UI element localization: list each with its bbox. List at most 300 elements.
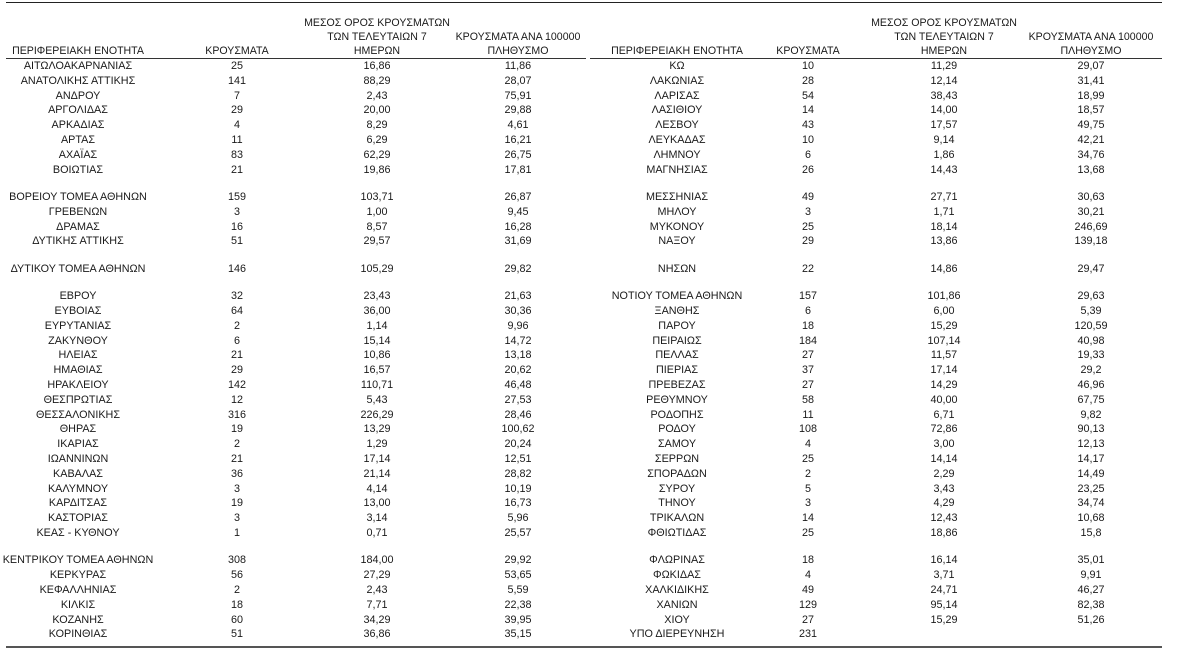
cell-avg7: 14,14 bbox=[930, 453, 958, 465]
cell-avg7: 103,71 bbox=[360, 191, 394, 203]
cell-avg7: 3,43 bbox=[933, 482, 955, 495]
header-per100k-line1: ΚΡΟΥΣΜΑΤΑ ΑΝΑ 100000 bbox=[1028, 31, 1154, 43]
cell-cases: 4 bbox=[233, 119, 240, 132]
table-row bbox=[0, 319, 600, 334]
cell-cases: 27 bbox=[801, 379, 814, 391]
cell-per100k: 29,47 bbox=[1077, 262, 1105, 275]
cell-region: ΠΕΙΡΑΙΩΣ bbox=[652, 334, 702, 347]
table-row bbox=[0, 598, 600, 613]
header-avg7-line1: ΜΕΣΟΣ ΟΡΟΣ ΚΡΟΥΣΜΑΤΩΝ bbox=[304, 17, 450, 29]
cell-region: ΣΕΡΡΩΝ bbox=[654, 453, 700, 465]
table-row bbox=[0, 526, 600, 541]
table-row bbox=[590, 334, 1190, 349]
cell-region: ΛΗΜΝΟΥ bbox=[653, 148, 701, 161]
table-row bbox=[590, 304, 1190, 319]
cell-avg7: 13,29 bbox=[363, 423, 391, 436]
cell-cases: 4 bbox=[804, 569, 811, 582]
cell-cases: 7 bbox=[233, 89, 240, 102]
cell-avg7: 11,29 bbox=[930, 60, 958, 72]
table-row bbox=[590, 289, 1190, 304]
cell-cases: 3 bbox=[233, 482, 240, 495]
cell-per100k: 31,41 bbox=[1077, 74, 1105, 87]
cell-per100k: 14,72 bbox=[504, 334, 532, 347]
cell-region: ΚΕΦΑΛΛΗΝΙΑΣ bbox=[39, 584, 117, 596]
cell-region: ΜΗΛΟΥ bbox=[657, 205, 697, 218]
cell-per100k: 31,69 bbox=[504, 235, 532, 248]
table-row bbox=[0, 74, 600, 89]
table-row bbox=[0, 378, 600, 393]
header-avg7-line2: ΤΩΝ ΤΕΛΕΥΤΑΙΩΝ 7 bbox=[894, 31, 994, 43]
cell-region: ΕΥΒΟΙΑΣ bbox=[54, 305, 102, 317]
cell-cases: 2 bbox=[233, 438, 240, 451]
cell-per100k: 29,2 bbox=[1080, 364, 1102, 377]
table-row bbox=[590, 148, 1190, 163]
cell-per100k: 28,82 bbox=[504, 467, 532, 480]
cell-per100k: 20,62 bbox=[504, 364, 532, 377]
table-row bbox=[0, 133, 600, 148]
cell-avg7: 18,14 bbox=[930, 220, 958, 233]
cell-cases: 12 bbox=[230, 393, 243, 406]
cell-avg7: 36,00 bbox=[363, 305, 391, 317]
table-row bbox=[0, 348, 600, 363]
cell-avg7: 8,29 bbox=[366, 119, 388, 132]
cell-per100k: 29,82 bbox=[504, 262, 532, 275]
cell-cases: 22 bbox=[801, 262, 814, 275]
cell-region: ΔΡΑΜΑΣ bbox=[56, 220, 100, 233]
cell-per100k: 46,48 bbox=[504, 379, 532, 391]
cell-cases: 29 bbox=[801, 235, 814, 248]
cell-per100k: 10,68 bbox=[1077, 512, 1105, 525]
bottom-rule bbox=[6, 646, 1162, 648]
table-row bbox=[0, 511, 600, 526]
cell-per100k: 9,82 bbox=[1080, 408, 1102, 421]
cell-avg7: 184,00 bbox=[360, 554, 394, 567]
table-row bbox=[0, 304, 600, 319]
cell-avg7: 20,00 bbox=[363, 104, 391, 117]
cell-region: ΚΕΡΚΥΡΑΣ bbox=[49, 569, 107, 582]
cell-avg7: 6,00 bbox=[933, 305, 955, 317]
cell-cases: 54 bbox=[801, 89, 814, 102]
cell-per100k: 90,13 bbox=[1077, 423, 1105, 436]
table-row bbox=[590, 583, 1190, 598]
cell-per100k: 34,76 bbox=[1077, 148, 1105, 161]
cell-avg7: 16,14 bbox=[930, 554, 958, 567]
header-avg7-line2: ΤΩΝ ΤΕΛΕΥΤΑΙΩΝ 7 bbox=[327, 31, 427, 43]
cell-avg7: 2,43 bbox=[366, 584, 388, 596]
header-region: ΠΕΡΙΦΕΡΕΙΑΚΗ ΕΝΟΤΗΤΑ bbox=[611, 45, 743, 57]
cell-avg7: 110,71 bbox=[360, 379, 394, 391]
cell-region: ΕΥΡΥΤΑΝΙΑΣ bbox=[44, 319, 112, 332]
table-row bbox=[0, 103, 600, 118]
cell-avg7: 17,14 bbox=[930, 364, 958, 377]
cell-region: ΧΑΛΚΙΔΙΚΗΣ bbox=[645, 584, 709, 596]
cell-cases: 49 bbox=[801, 584, 814, 596]
cell-avg7: 23,43 bbox=[363, 290, 391, 303]
cell-region: ΝΑΞΟΥ bbox=[658, 235, 696, 248]
cell-cases: 6 bbox=[804, 148, 811, 161]
cell-per100k: 27,53 bbox=[504, 393, 532, 406]
cell-per100k: 4,61 bbox=[507, 119, 529, 132]
cell-avg7: 0,71 bbox=[366, 527, 388, 539]
cell-avg7: 16,57 bbox=[363, 364, 391, 377]
cell-avg7: 14,43 bbox=[930, 163, 958, 176]
table-row bbox=[0, 334, 600, 349]
cell-cases: 18 bbox=[801, 319, 814, 332]
cell-avg7: 16,86 bbox=[363, 60, 391, 72]
cell-cases: 32 bbox=[230, 290, 243, 303]
table-row bbox=[590, 422, 1190, 437]
cell-avg7: 7,71 bbox=[366, 598, 388, 611]
cell-per100k: 9,91 bbox=[1080, 569, 1102, 582]
cell-avg7: 3,14 bbox=[366, 512, 388, 525]
cell-avg7: 2,43 bbox=[366, 89, 388, 102]
cell-region: ΚΟΖΑΝΗΣ bbox=[52, 613, 104, 626]
cell-cases: 231 bbox=[798, 628, 817, 641]
cell-region: ΛΑΡΙΣΑΣ bbox=[654, 89, 700, 102]
cell-region: ΧΑΝΙΩΝ bbox=[656, 598, 698, 611]
cell-cases: 3 bbox=[804, 497, 811, 510]
cell-region: ΜΥΚΟΝΟΥ bbox=[649, 220, 705, 233]
table-row bbox=[590, 568, 1190, 583]
cell-cases: 51 bbox=[230, 628, 243, 641]
cell-per100k: 29,92 bbox=[504, 554, 532, 567]
cell-cases: 43 bbox=[801, 119, 814, 132]
cell-cases: 14 bbox=[801, 104, 814, 117]
table-row bbox=[0, 482, 600, 497]
cell-cases: 10 bbox=[801, 134, 814, 146]
cell-avg7: 15,14 bbox=[363, 334, 391, 347]
cell-region: ΠΙΕΡΙΑΣ bbox=[655, 364, 699, 377]
table-row bbox=[0, 163, 600, 178]
cell-region: ΡΟΔΟΥ bbox=[658, 423, 696, 436]
cell-avg7: 4,29 bbox=[933, 497, 955, 510]
cell-per100k: 25,57 bbox=[504, 527, 532, 539]
table-row bbox=[0, 467, 600, 482]
cell-per100k: 5,59 bbox=[507, 584, 529, 596]
table-row bbox=[0, 220, 600, 235]
table-row bbox=[0, 437, 600, 452]
header-cases: ΚΡΟΥΣΜΑΤΑ bbox=[205, 45, 269, 57]
table-row bbox=[590, 74, 1190, 89]
cell-region: ΦΩΚΙΔΑΣ bbox=[653, 569, 701, 582]
cell-region: ΗΡΑΚΛΕΙΟΥ bbox=[47, 379, 109, 391]
cell-region: ΧΙΟΥ bbox=[664, 613, 690, 626]
cell-avg7: 105,29 bbox=[360, 262, 394, 275]
cell-per100k: 13,68 bbox=[1077, 163, 1105, 176]
table-row bbox=[0, 289, 600, 304]
cell-cases: 26 bbox=[801, 163, 814, 176]
cell-cases: 25 bbox=[801, 453, 814, 465]
table-row bbox=[0, 452, 600, 467]
cell-cases: 14 bbox=[801, 512, 814, 525]
cell-region: ΑΧΑΪΑΣ bbox=[58, 148, 98, 161]
header-per100k-line2: ΠΛΗΘΥΣΜΟ bbox=[1060, 45, 1122, 57]
cell-region: ΑΡΤΑΣ bbox=[60, 134, 96, 146]
header-avg7-line3: ΗΜΕΡΩΝ bbox=[920, 45, 968, 57]
table-row bbox=[590, 348, 1190, 363]
cell-per100k: 246,69 bbox=[1074, 220, 1108, 233]
cell-region: ΙΩΑΝΝΙΝΩΝ bbox=[47, 453, 109, 465]
cell-region: ΓΡΕΒΕΝΩΝ bbox=[48, 205, 108, 218]
cell-cases: 56 bbox=[230, 569, 243, 582]
cell-region: ΝΗΣΩΝ bbox=[657, 262, 697, 275]
cell-region: ΗΜΑΘΙΑΣ bbox=[53, 364, 103, 377]
cell-cases: 10 bbox=[801, 60, 814, 72]
cell-avg7: 15,29 bbox=[930, 319, 958, 332]
table-row bbox=[0, 496, 600, 511]
cell-cases: 1 bbox=[233, 527, 240, 539]
cell-region: ΛΑΣΙΘΙΟΥ bbox=[651, 104, 703, 117]
cell-avg7: 1,86 bbox=[933, 148, 955, 161]
cell-region: ΣΠΟΡΑΔΩΝ bbox=[647, 467, 707, 480]
header-avg7-line3: ΗΜΕΡΩΝ bbox=[353, 45, 401, 57]
cell-avg7: 3,00 bbox=[933, 438, 955, 451]
cell-avg7: 13,86 bbox=[930, 235, 958, 248]
cell-cases: 18 bbox=[230, 598, 243, 611]
cell-per100k: 42,21 bbox=[1077, 134, 1105, 146]
table-row bbox=[590, 103, 1190, 118]
cell-region: ΠΑΡΟΥ bbox=[658, 319, 696, 332]
cell-avg7: 1,29 bbox=[366, 438, 388, 451]
cell-region: ΛΕΣΒΟΥ bbox=[655, 119, 699, 132]
table-row bbox=[590, 205, 1190, 220]
cell-avg7: 17,14 bbox=[363, 453, 391, 465]
table-row bbox=[590, 511, 1190, 526]
cell-per100k: 29,88 bbox=[504, 104, 532, 117]
cell-region: ΚΩ bbox=[669, 60, 685, 72]
table-row bbox=[590, 59, 1190, 74]
table-row bbox=[590, 467, 1190, 482]
cell-per100k: 14,49 bbox=[1077, 467, 1105, 480]
cell-per100k: 30,63 bbox=[1077, 191, 1105, 203]
cell-per100k: 75,91 bbox=[504, 89, 532, 102]
cell-per100k: 11,86 bbox=[504, 60, 532, 72]
cell-region: ΤΡΙΚΑΛΩΝ bbox=[649, 512, 705, 525]
cell-region: ΣΑΜΟΥ bbox=[657, 438, 697, 451]
header-cases: ΚΡΟΥΣΜΑΤΑ bbox=[776, 45, 840, 57]
cell-cases: 308 bbox=[227, 554, 246, 567]
cell-cases: 64 bbox=[230, 305, 243, 317]
cell-cases: 19 bbox=[230, 423, 243, 436]
cell-cases: 184 bbox=[798, 334, 817, 347]
cell-per100k: 22,38 bbox=[504, 598, 532, 611]
cell-avg7: 21,14 bbox=[363, 467, 391, 480]
table-row bbox=[590, 89, 1190, 104]
cell-avg7: 1,14 bbox=[366, 319, 388, 332]
table-row bbox=[0, 190, 600, 205]
cell-avg7: 9,14 bbox=[933, 134, 955, 146]
header-region: ΠΕΡΙΦΕΡΕΙΑΚΗ ΕΝΟΤΗΤΑ bbox=[12, 45, 144, 57]
cell-cases: 49 bbox=[801, 191, 814, 203]
cell-avg7: 13,00 bbox=[363, 497, 391, 510]
cell-per100k: 5,39 bbox=[1080, 305, 1102, 317]
cell-cases: 4 bbox=[804, 438, 811, 451]
cell-cases: 58 bbox=[801, 393, 814, 406]
cell-avg7: 24,71 bbox=[930, 584, 958, 596]
cell-per100k: 16,21 bbox=[504, 134, 532, 146]
cell-region: ΠΕΛΛΑΣ bbox=[655, 349, 699, 362]
cell-avg7: 15,29 bbox=[930, 613, 958, 626]
cell-per100k: 82,38 bbox=[1077, 598, 1105, 611]
table-row bbox=[0, 393, 600, 408]
cell-avg7: 62,29 bbox=[363, 148, 391, 161]
cell-cases: 108 bbox=[798, 423, 817, 436]
header-avg7-line1: ΜΕΣΟΣ ΟΡΟΣ ΚΡΟΥΣΜΑΤΩΝ bbox=[871, 17, 1017, 29]
cell-cases: 6 bbox=[804, 305, 811, 317]
cell-avg7: 12,14 bbox=[930, 74, 958, 87]
cell-cases: 25 bbox=[801, 527, 814, 539]
cell-cases: 37 bbox=[801, 364, 814, 377]
cell-per100k: 53,65 bbox=[504, 569, 532, 582]
table-row bbox=[590, 613, 1190, 628]
cell-avg7: 8,57 bbox=[366, 220, 388, 233]
cell-cases: 27 bbox=[801, 613, 814, 626]
cell-per100k: 12,51 bbox=[504, 453, 532, 465]
cell-cases: 3 bbox=[804, 205, 811, 218]
cell-region: ΚΑΒΑΛΑΣ bbox=[53, 467, 103, 480]
cell-avg7: 17,57 bbox=[930, 119, 958, 132]
cell-region: ΜΕΣΣΗΝΙΑΣ bbox=[645, 191, 708, 203]
cell-avg7: 95,14 bbox=[930, 598, 958, 611]
cell-avg7: 3,71 bbox=[933, 569, 955, 582]
table-row bbox=[0, 613, 600, 628]
cell-region: ΦΛΩΡΙΝΑΣ bbox=[649, 554, 705, 567]
cell-region: ΙΚΑΡΙΑΣ bbox=[57, 438, 99, 451]
cell-per100k: 30,21 bbox=[1077, 205, 1105, 218]
cell-per100k: 29,63 bbox=[1077, 290, 1105, 303]
cell-region: ΑΝΑΤΟΛΙΚΗΣ ΑΤΤΙΚΗΣ bbox=[20, 74, 136, 87]
cell-per100k: 39,95 bbox=[504, 613, 532, 626]
table-row bbox=[590, 627, 1190, 642]
cell-per100k: 26,87 bbox=[504, 191, 532, 203]
cell-region: ΛΕΥΚΑΔΑΣ bbox=[648, 134, 706, 146]
table-row bbox=[0, 422, 600, 437]
cell-per100k: 40,98 bbox=[1077, 334, 1105, 347]
cell-region: ΥΠΟ ΔΙΕΡΕΥΝΗΣΗ bbox=[629, 628, 725, 641]
cell-per100k: 28,07 bbox=[504, 74, 532, 87]
table-row bbox=[0, 262, 600, 277]
cell-avg7: 18,86 bbox=[930, 527, 958, 539]
cell-avg7: 88,29 bbox=[363, 74, 391, 87]
cell-region: ΚΑΣΤΟΡΙΑΣ bbox=[48, 512, 108, 525]
cell-region: ΡΕΘΥΜΝΟΥ bbox=[646, 393, 708, 406]
table-row bbox=[0, 148, 600, 163]
cell-per100k: 12,13 bbox=[1077, 438, 1105, 451]
cell-region: ΣΥΡΟΥ bbox=[658, 482, 696, 495]
cell-cases: 11 bbox=[802, 408, 814, 421]
table-row bbox=[0, 363, 600, 378]
cell-avg7: 19,86 bbox=[363, 163, 391, 176]
cell-per100k: 19,33 bbox=[1077, 349, 1105, 362]
cell-per100k: 16,28 bbox=[504, 220, 532, 233]
cell-per100k: 29,07 bbox=[1077, 60, 1105, 72]
table-row bbox=[0, 627, 600, 642]
cell-region: ΠΡΕΒΕΖΑΣ bbox=[648, 379, 706, 391]
cell-cases: 29 bbox=[230, 364, 243, 377]
cell-region: ΡΟΔΟΠΗΣ bbox=[650, 408, 704, 421]
cell-cases: 27 bbox=[801, 349, 814, 362]
cell-region: ΛΑΚΩΝΙΑΣ bbox=[649, 74, 705, 87]
cell-region: ΤΗΝΟΥ bbox=[658, 497, 696, 510]
cell-cases: 141 bbox=[227, 74, 246, 87]
table-row bbox=[0, 583, 600, 598]
cell-cases: 146 bbox=[227, 262, 246, 275]
cell-cases: 2 bbox=[233, 319, 240, 332]
cell-cases: 25 bbox=[230, 60, 243, 72]
table-row bbox=[0, 89, 600, 104]
cell-region: ΕΒΡΟΥ bbox=[59, 290, 97, 303]
cell-cases: 3 bbox=[233, 205, 240, 218]
table-row bbox=[0, 553, 600, 568]
cell-per100k: 5,96 bbox=[507, 512, 529, 525]
cell-per100k: 139,18 bbox=[1074, 235, 1108, 248]
table-row bbox=[590, 234, 1190, 249]
cell-region: ΘΕΣΣΑΛΟΝΙΚΗΣ bbox=[35, 408, 120, 421]
cell-per100k: 35,15 bbox=[504, 628, 532, 641]
table-row bbox=[590, 452, 1190, 467]
table-row bbox=[590, 393, 1190, 408]
table-row bbox=[0, 408, 600, 423]
cell-cases: 2 bbox=[804, 467, 811, 480]
cell-cases: 21 bbox=[230, 349, 243, 362]
cell-avg7: 1,00 bbox=[366, 205, 388, 218]
table-row bbox=[590, 262, 1190, 277]
cell-region: ΒΟΙΩΤΙΑΣ bbox=[52, 163, 104, 176]
cell-region: ΗΛΕΙΑΣ bbox=[58, 349, 98, 362]
cell-avg7: 107,14 bbox=[927, 334, 961, 347]
cell-per100k: 30,36 bbox=[504, 305, 532, 317]
cell-avg7: 27,29 bbox=[363, 569, 391, 582]
cell-avg7: 2,29 bbox=[933, 467, 955, 480]
cell-per100k: 18,99 bbox=[1077, 89, 1105, 102]
cell-region: ΘΕΣΠΡΩΤΙΑΣ bbox=[43, 393, 113, 406]
cell-avg7: 34,29 bbox=[363, 613, 391, 626]
cell-cases: 316 bbox=[227, 408, 246, 421]
table-row bbox=[590, 220, 1190, 235]
cell-avg7: 11,57 bbox=[930, 349, 958, 362]
cell-per100k: 18,57 bbox=[1077, 104, 1105, 117]
table-row bbox=[590, 163, 1190, 178]
table-row bbox=[0, 118, 600, 133]
cell-per100k: 35,01 bbox=[1077, 554, 1105, 567]
cell-avg7: 226,29 bbox=[360, 408, 394, 421]
table-row bbox=[590, 553, 1190, 568]
top-rule bbox=[6, 2, 1162, 3]
cell-per100k: 9,45 bbox=[507, 205, 529, 218]
cell-region: ΚΟΡΙΝΘΙΑΣ bbox=[48, 628, 108, 641]
cell-avg7: 12,43 bbox=[930, 512, 958, 525]
cell-per100k: 67,75 bbox=[1077, 393, 1105, 406]
table-row bbox=[590, 133, 1190, 148]
cell-region: ΖΑΚΥΝΘΟΥ bbox=[48, 334, 108, 347]
cell-region: ΚΑΛΥΜΝΟΥ bbox=[47, 482, 109, 495]
cell-avg7: 6,29 bbox=[366, 134, 388, 146]
table-row bbox=[590, 118, 1190, 133]
table-row bbox=[590, 190, 1190, 205]
cell-cases: 21 bbox=[230, 453, 243, 465]
cell-avg7: 14,00 bbox=[930, 104, 958, 117]
cell-region: ΞΑΝΘΗΣ bbox=[654, 305, 700, 317]
table-row bbox=[0, 234, 600, 249]
cell-region: ΚΕΝΤΡΙΚΟΥ ΤΟΜΕΑ ΑΘΗΝΩΝ bbox=[2, 554, 154, 567]
cell-region: ΔΥΤΙΚΟΥ ΤΟΜΕΑ ΑΘΗΝΩΝ bbox=[10, 262, 146, 275]
cell-per100k: 46,27 bbox=[1077, 584, 1105, 596]
cell-cases: 18 bbox=[801, 554, 814, 567]
cell-cases: 21 bbox=[230, 163, 243, 176]
cell-per100k: 20,24 bbox=[504, 438, 532, 451]
cell-per100k: 100,62 bbox=[501, 423, 535, 436]
cell-per100k: 14,17 bbox=[1077, 453, 1105, 465]
